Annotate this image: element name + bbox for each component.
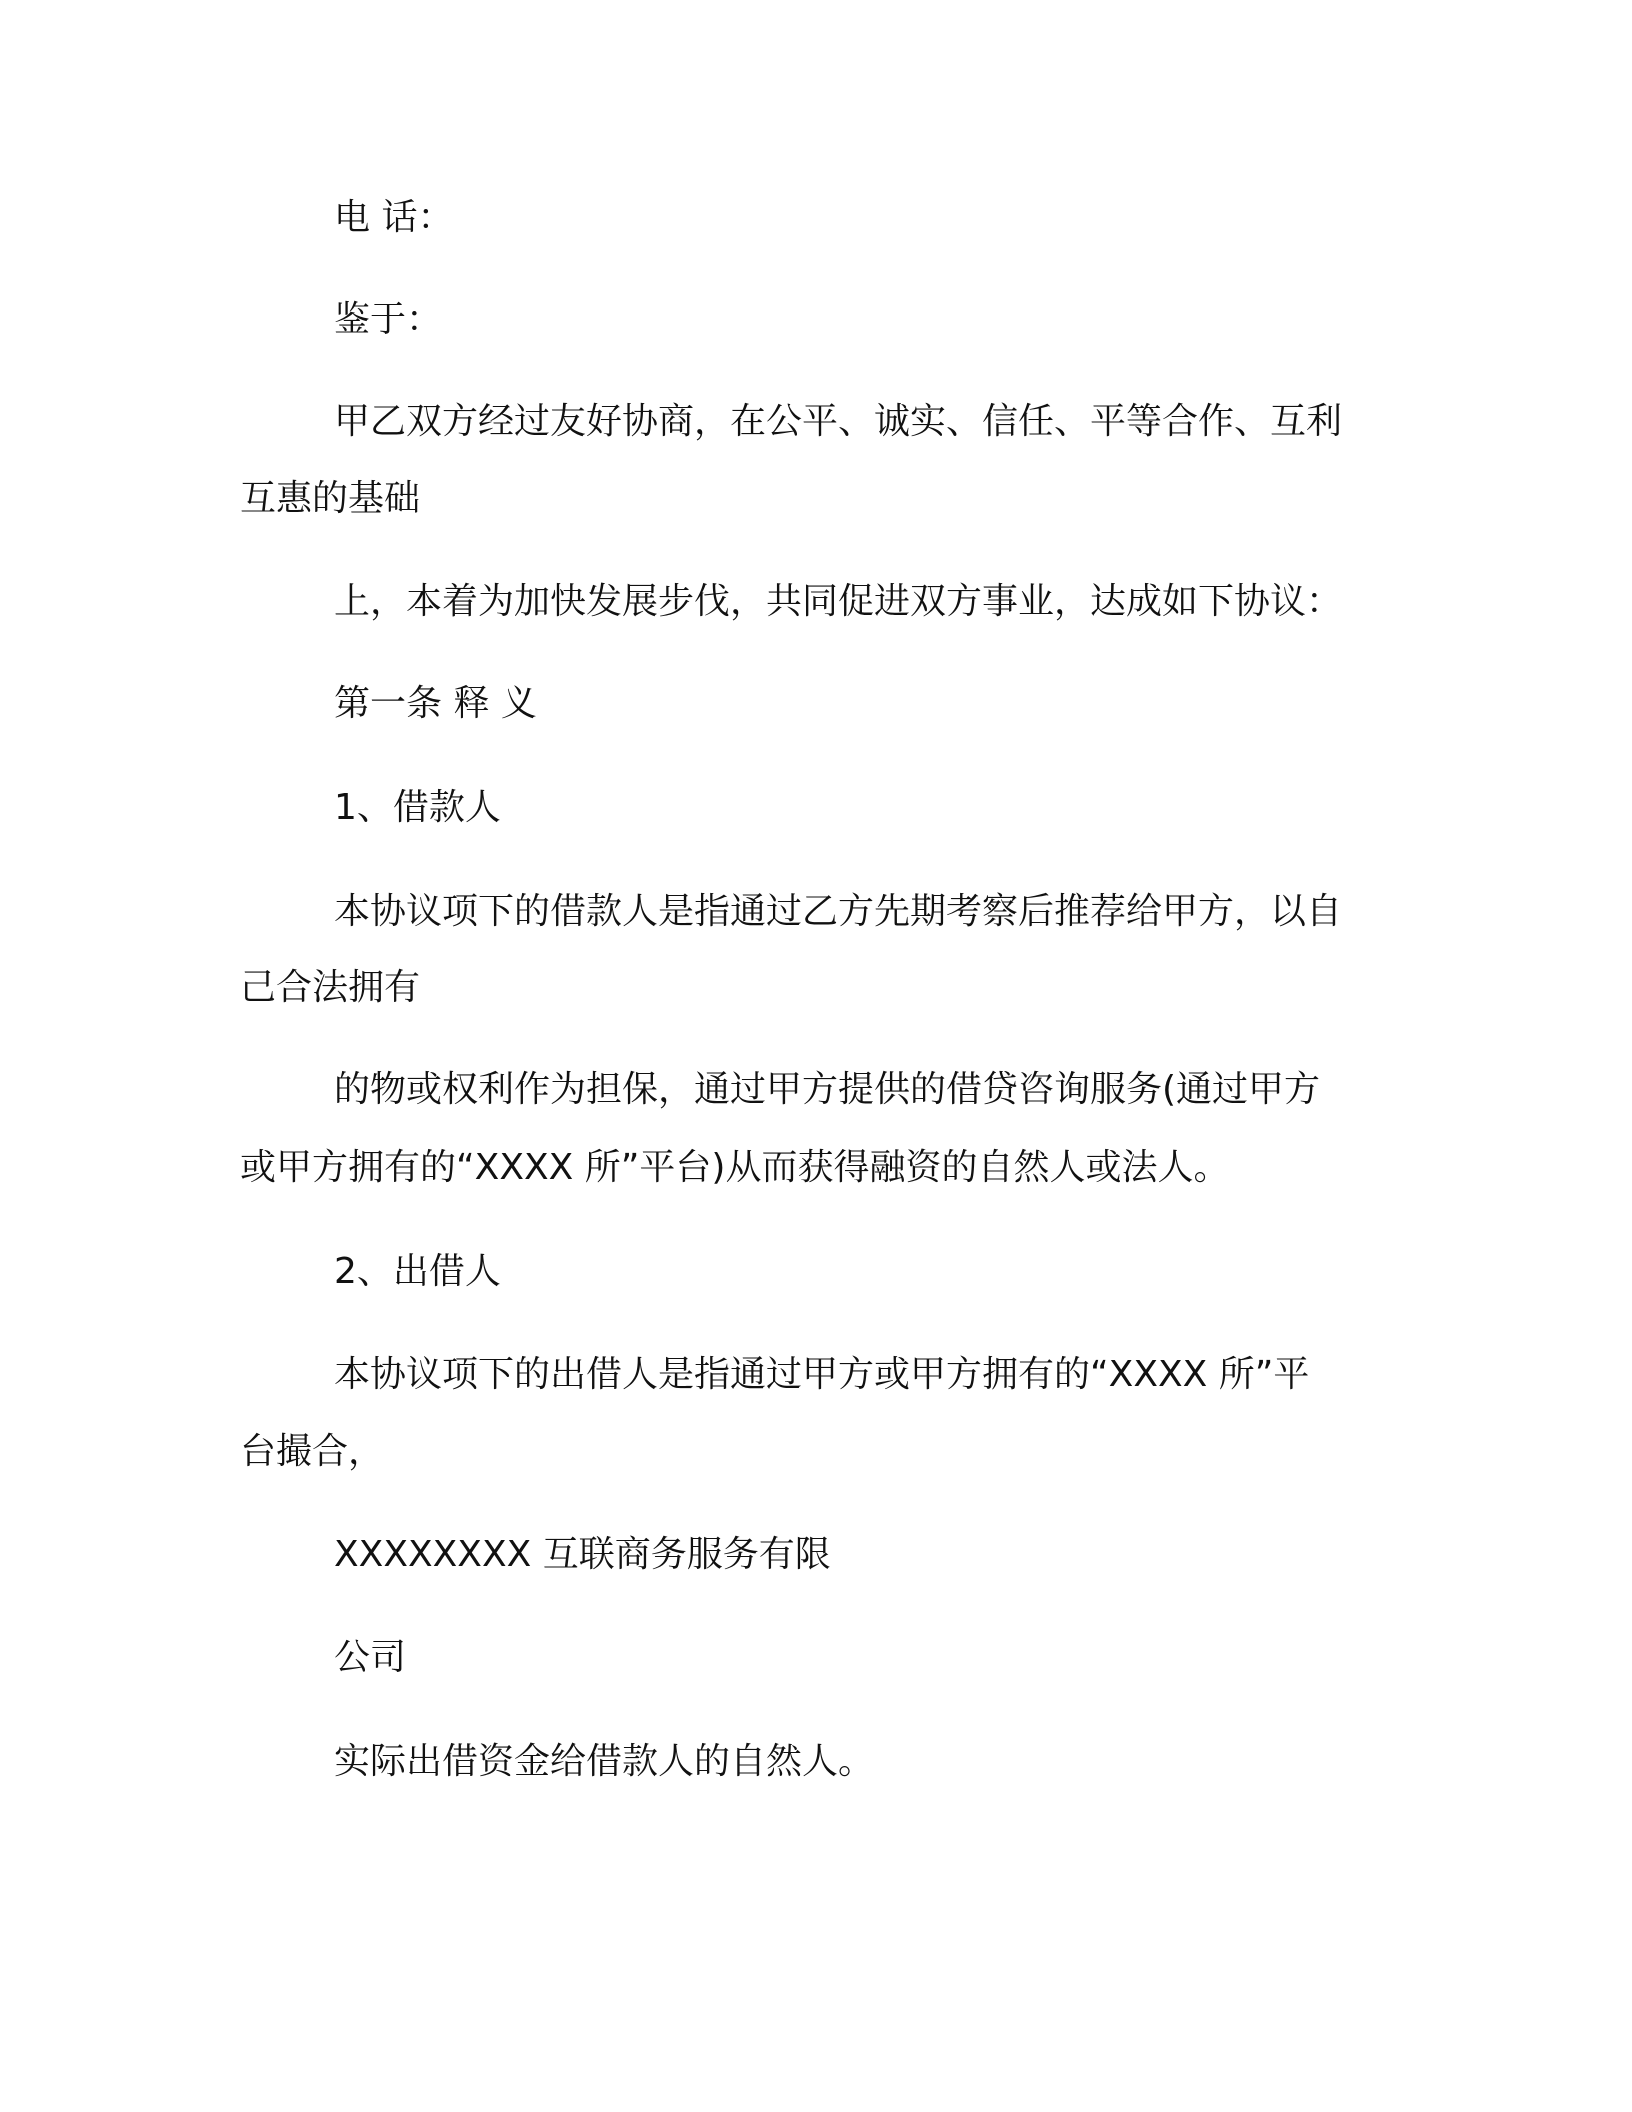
article-1-heading: 第一条 释 义 [334, 683, 537, 724]
phone-label: 电 话： [334, 197, 454, 238]
lender-definition-line-3: XXXXXXXX 互联商务服务有限 [334, 1534, 831, 1575]
whereas-label: 鉴于： [334, 299, 443, 340]
borrower-definition-line-4: 或甲方拥有的“XXXX 所”平台)从而获得融资的自然人或法人。 [240, 1147, 1230, 1188]
section-1-heading: 1、借款人 [334, 787, 501, 828]
borrower-definition-line-2: 己合法拥有 [240, 967, 421, 1008]
lender-definition-line-5: 实际出借资金给借款人的自然人。 [334, 1741, 875, 1782]
lender-definition-line-2: 台撮合， [240, 1431, 385, 1472]
preamble-line-3: 上，本着为加快发展步伐，共同促进双方事业，达成如下协议： [334, 581, 1343, 622]
preamble-line-1: 甲乙双方经过友好协商，在公平、诚实、信任、平等合作、互利 [334, 401, 1343, 442]
borrower-definition-line-3: 的物或权利作为担保，通过甲方提供的借贷咨询服务(通过甲方 [334, 1069, 1321, 1110]
section-2-heading: 2、出借人 [334, 1251, 501, 1292]
preamble-line-2: 互惠的基础 [240, 478, 421, 519]
lender-definition-line-1: 本协议项下的出借人是指通过甲方或甲方拥有的“XXXX 所”平 [334, 1354, 1310, 1395]
lender-definition-line-4: 公司 [334, 1637, 407, 1678]
borrower-definition-line-1: 本协议项下的借款人是指通过乙方先期考察后推荐给甲方，以自 [334, 891, 1343, 932]
